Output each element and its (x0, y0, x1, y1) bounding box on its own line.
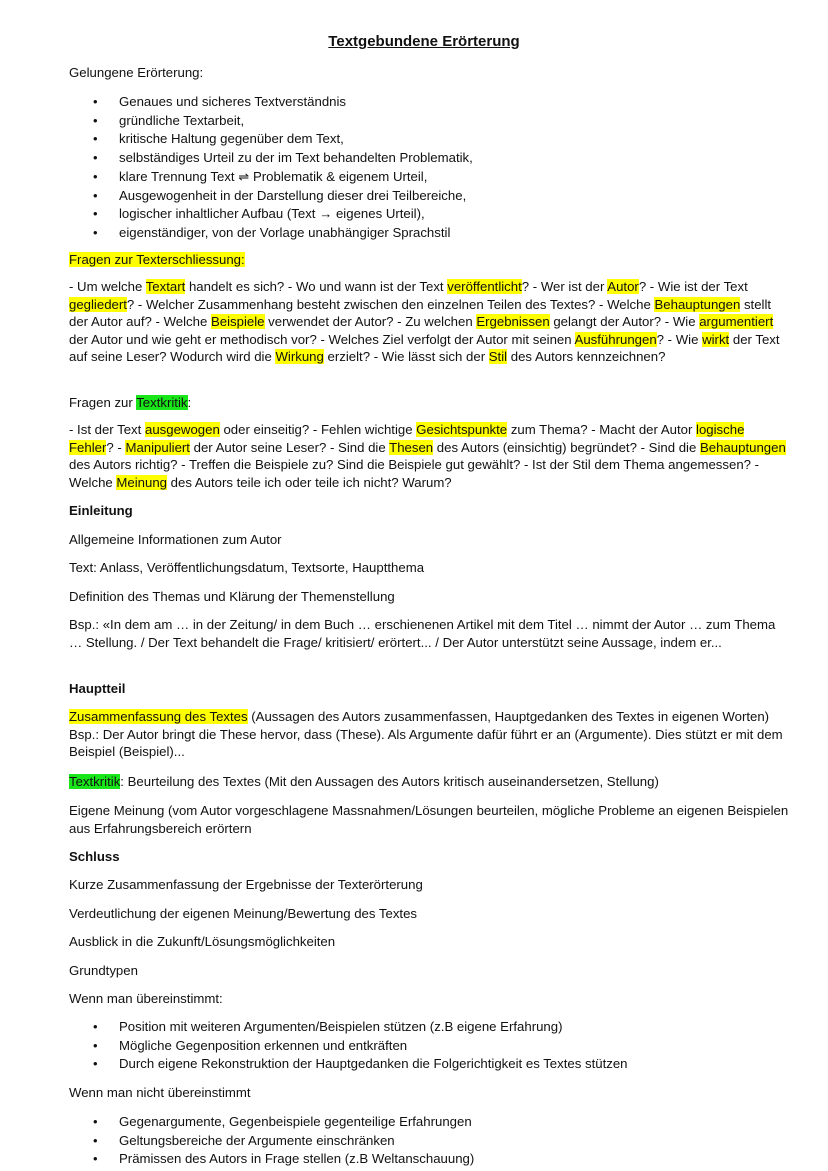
list-item: • Position mit weiteren Argumenten/Beispielen stützen (z.B eigene Erfahrung) (69, 1018, 628, 1037)
highlighted-term: Thesen (389, 439, 434, 455)
textkritik-heading (69, 394, 191, 412)
highlighted-term: argumentiert (699, 314, 774, 329)
textkritik-text: : Beurteilung des Textes (Mit den Aussagen des Autors kritisch auseinandersetzen, Stellung) (120, 774, 659, 789)
list-item: • kritische Haltung gegenüber dem Text, (69, 130, 473, 149)
list-item: • logischer inhaltlicher Aufbau (Text → eigenes Urteil), (69, 205, 473, 224)
zusammenfassung-text: (Aussagen des Autors zusammenfassen, Hauptgedanken des Textes in eigenen Worten) Bsp.: Der Autor bringt die These hervor, dass (These). Als Argumente dafür führt er an (Argumente). Dies stützt er mit dem Beispiel (Beispiel)... (69, 709, 783, 759)
text-segment: des Autors teile ich oder teile ich nicht? Warum? (167, 474, 452, 490)
schluss-line: Verdeutlichung der eigenen Meinung/Bewertung des Textes (69, 906, 417, 921)
einleitung-line: Allgemeine Informationen zum Autor (69, 532, 282, 547)
ablehnung-list (69, 1113, 474, 1169)
text-segment: stellt der Autor auf? - Welche (69, 296, 772, 329)
gelungen-heading: Gelungene Erörterung: (69, 65, 204, 80)
list-item: • selbständiges Urteil zu der im Text behandelten Problematik, (69, 149, 473, 168)
textkritik-highlight: Textkritik (69, 774, 121, 789)
highlighted-term: Meinung (116, 474, 167, 490)
hauptteil-heading: Hauptteil (69, 681, 126, 696)
einleitung-example: Bsp.: «In dem am … in der Zeitung/ in dem Buch … erschienenen Artikel mit dem Titel … nimmt der Autor … zum Thema … Stellung. / Der Text behandelt die Frage/ kritisiert/ erörtert... / Der Autor unterstützt seine Aussage, indem er... (69, 617, 776, 650)
textkritik-heading-highlight: Textkritik (136, 395, 188, 410)
hauptteil-meinung: Eigene Meinung (vom Autor vorgeschlagene Massnahmen/Lösungen beurteilen, mögliche Probleme an eigenen Beispielen aus Erfahrungsbereich erörtern (69, 803, 789, 836)
text-segment: ? - (106, 439, 126, 455)
highlighted-term: gegliedert (69, 296, 127, 312)
highlighted-term: Beispiele (210, 314, 265, 329)
einleitung-line: Definition des Themas und Klärung der Themenstellung (69, 589, 395, 604)
hauptteil-textkritik (69, 773, 659, 791)
erschliessung-heading-text: Fragen zur Texterschliessung: (69, 252, 245, 267)
erschliessung-paragraph (69, 278, 789, 366)
text-segment: ? - Wer ist der (521, 279, 608, 294)
text-segment: zum Thema? - Macht der Autor (507, 422, 697, 437)
list-item: • Durch eigene Rekonstruktion der Hauptgedanken die Folgerichtigkeit es Textes stützen (69, 1055, 628, 1074)
page-title: Textgebundene Erörterung (328, 33, 520, 50)
highlighted-term: Manipuliert (125, 439, 190, 455)
text-segment: ? - Wie ist der Text (638, 279, 748, 294)
highlighted-term: Behauptungen (699, 439, 786, 455)
highlighted-term: logische Fehler (69, 422, 745, 455)
text-segment: der Autor und wie geht er methodisch vor? - Welches Ziel verfolgt der Autor mit seinen (69, 331, 575, 347)
schluss-heading: Schluss (69, 849, 120, 864)
text-segment: gelangt der Autor? - Wie (549, 314, 700, 329)
textkritik-heading-pre: Fragen zur (69, 395, 137, 410)
text-segment: der Autor seine Leser? - Sind die (189, 439, 390, 455)
text-segment: des Autors richtig? - Treffen die Beispiele zu? Sind die Beispiele gut gewählt? - Ist der Stil dem Thema angemessen? - Welche (69, 457, 760, 490)
list-item: • Mögliche Gegenposition erkennen und entkräften (69, 1037, 628, 1056)
textkritik-heading-post: : (187, 395, 192, 410)
highlighted-term: Ergebnissen (476, 314, 550, 329)
schluss-line: Kurze Zusammenfassung der Ergebnisse der Texterörterung (69, 877, 423, 892)
text-segment: handelt es sich? - Wo und wann ist der Text (185, 279, 448, 294)
list-item: • Gegenargumente, Gegenbeispiele gegenteilige Erfahrungen (69, 1113, 474, 1132)
highlighted-term: Stil (488, 349, 508, 364)
highlighted-term: wirkt (702, 331, 730, 347)
text-segment: des Autors (einsichtig) begründet? - Sind die (433, 439, 700, 455)
text-segment: erzielt? - Wie lässt sich der (323, 349, 489, 364)
list-item: • eigenständiger, von der Vorlage unabhängiger Sprachstil (69, 224, 473, 243)
textkritik-paragraph (69, 421, 789, 491)
text-segment: - Ist der Text (69, 422, 145, 437)
highlighted-term: Textart (145, 279, 186, 294)
text-segment: - Um welche (69, 279, 146, 294)
list-item: • Ausgewogenheit in der Darstellung dieser drei Teilbereiche, (69, 187, 473, 206)
hauptteil-zusammenfassung (69, 708, 789, 761)
text-segment: oder einseitig? - Fehlen wichtige (219, 422, 417, 437)
highlighted-term: Behauptungen (654, 296, 741, 312)
list-item: • gründliche Textarbeit, (69, 112, 473, 131)
list-item: • Geltungsbereiche der Argumente einschränken (69, 1132, 474, 1151)
grundtypen-label: Grundtypen (69, 963, 138, 978)
text-segment: des Autors kennzeichnen? (507, 349, 666, 364)
list-item: • klare Trennung Text ⇌ Problematik & eigenem Urteil, (69, 168, 473, 187)
highlighted-term: veröffentlicht (447, 279, 522, 294)
highlighted-term: Ausführungen (574, 331, 657, 347)
einleitung-line: Text: Anlass, Veröffentlichungsdatum, Textsorte, Hauptthema (69, 560, 425, 575)
gelungen-list (69, 93, 473, 243)
list-item: • Prämissen des Autors in Frage stellen (z.B Weltanschauung) (69, 1150, 474, 1169)
zustimmung-heading: Wenn man übereinstimmt: (69, 991, 223, 1006)
list-item: • Genaues und sicheres Textverständnis (69, 93, 473, 112)
highlighted-term: Autor (607, 279, 639, 294)
schluss-line: Ausblick in die Zukunft/Lösungsmöglichkeiten (69, 934, 336, 949)
highlighted-term: ausgewogen (144, 422, 220, 437)
erschliessung-heading (69, 251, 245, 269)
einleitung-heading: Einleitung (69, 503, 133, 518)
text-segment: verwendet der Autor? - Zu welchen (264, 314, 477, 329)
zustimmung-list (69, 1018, 628, 1074)
text-segment: ? - Welcher Zusammenhang besteht zwischen den einzelnen Teilen des Textes? - Welche (126, 296, 655, 312)
ablehnung-heading: Wenn man nicht übereinstimmt (69, 1085, 251, 1100)
highlighted-term: Wirkung (275, 349, 324, 364)
zusammenfassung-highlight: Zusammenfassung des Textes (69, 709, 248, 724)
highlighted-term: Gesichtspunkte (416, 422, 508, 437)
text-segment: der Text auf seine Leser? Wodurch wird die (69, 331, 780, 364)
text-segment: ? - Wie (656, 331, 703, 347)
